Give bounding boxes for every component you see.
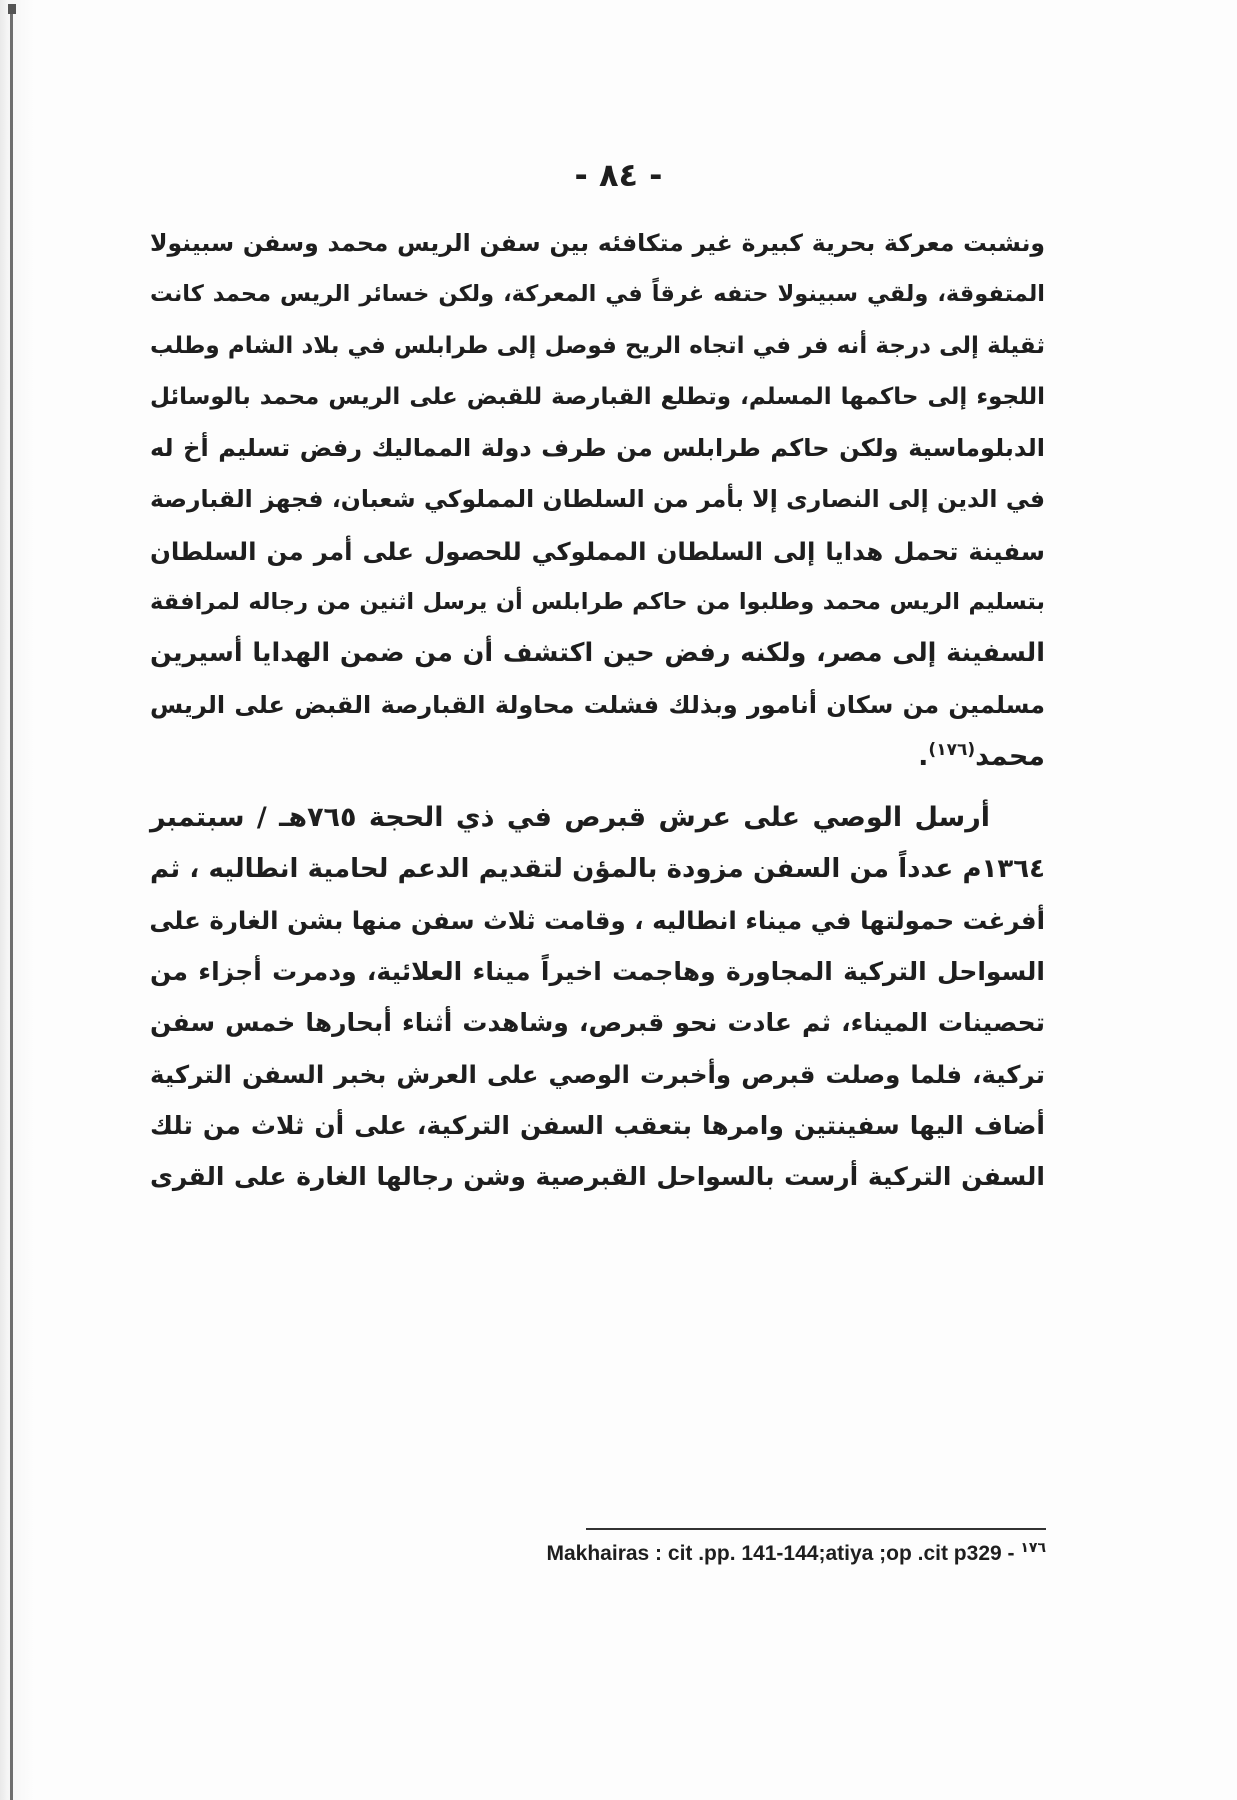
text-line: أفرغت حمولتها في ميناء انطاليه ، وقامت ثلاث سفن منها بشن الغارة على	[149, 905, 1045, 935]
text-line: تركية، فلما وصلت قبرص وأخبرت الوصي على العرش بخبر السفن التركية	[150, 1059, 1045, 1089]
page-binding-line	[10, 6, 13, 1800]
text-line: اللجوء إلى حاكمها المسلم، وتطلع القبارصة للقبض على الريس محمد بالوسائل	[150, 383, 1045, 410]
text-line-last	[150, 731, 1045, 782]
footnote-number: ١٧٦	[1020, 1540, 1046, 1556]
text-line: الدبلوماسية ولكن حاكم طرابلس من طرف دولة المماليك رفض تسليم أخ له	[150, 434, 1045, 463]
page-binding-shadow	[0, 0, 34, 1800]
text-line: بتسليم الريس محمد وطلبوا من حاكم طرابلس أن يرسل اثنين من رجاله لمرافقة	[150, 589, 1045, 616]
text-line: في الدين إلى النصارى إلا بأمر من السلطان المملوكي شعبان، فجهز القبارصة	[150, 485, 1045, 514]
page-number: - ٨٤ -	[574, 156, 663, 194]
end-punctuation: .	[918, 740, 929, 772]
text-line: السواحل التركية المجاورة وهاجمت اخيراً ميناء العلائية، ودمرت أجزاء من	[150, 957, 1045, 987]
text-line: ثقيلة إلى درجة أنه فر في اتجاه الريح فوصل إلى طرابلس في بلاد الشام وطلب	[150, 332, 1045, 359]
paragraph-2	[150, 792, 1045, 1202]
last-word: محمد	[975, 740, 1045, 772]
text-line: ونشبت معركة بحرية كبيرة غير متكافئه بين سفن الريس محمد وسفن سبينولا	[150, 229, 1045, 257]
footnote-text: Makhairas : cit .pp. 141-144;atiya ;op .cit p329	[546, 1542, 1002, 1565]
text-line: تحصينات الميناء، ثم عادت نحو قبرص، وشاهدت أثناء أبحارها خمس سفن	[150, 1008, 1045, 1038]
text-line: السفن التركية أرست بالسواحل القبرصية وشن رجالها الغارة على القرى	[150, 1162, 1045, 1192]
footnote-separator	[586, 1528, 1046, 1530]
text-line: السفينة إلى مصر، ولكنه رفض حين اكتشف أن من ضمن الهدايا أسيرين	[150, 638, 1045, 669]
body-text	[150, 218, 1045, 1203]
footnote	[460, 1540, 1046, 1566]
paragraph-1	[150, 218, 1045, 782]
text-line: أضاف اليها سفينتين وامرها بتعقب السفن التركية، على أن ثلاث من تلك	[150, 1111, 1045, 1141]
text-line: أرسل الوصي على عرش قبرص في ذي الحجة ٧٦٥هـ / سبتمبر	[150, 802, 990, 834]
text-line: سفينة تحمل هدايا إلى السلطان المملوكي للحصول على أمر من السلطان	[150, 536, 1045, 566]
page-binding-mark	[8, 4, 16, 14]
text-line: ١٣٦٤م عدداً من السفن مزودة بالمؤن لتقديم الدعم لحامية انطاليه ، ثم	[150, 853, 1045, 884]
text-line: المتفوقة، ولقي سبينولا حتفه غرقاً في المعركة، ولكن خسائر الريس محمد كانت	[150, 281, 1045, 308]
footnote-reference[interactable]: (١٧٦)	[928, 739, 976, 760]
footnote-dash: -	[1007, 1542, 1015, 1565]
paragraph-gap	[150, 782, 1045, 792]
text-line: مسلمين من سكان أنامور وبذلك فشلت محاولة القبارصة القبض على الريس	[150, 690, 1045, 719]
